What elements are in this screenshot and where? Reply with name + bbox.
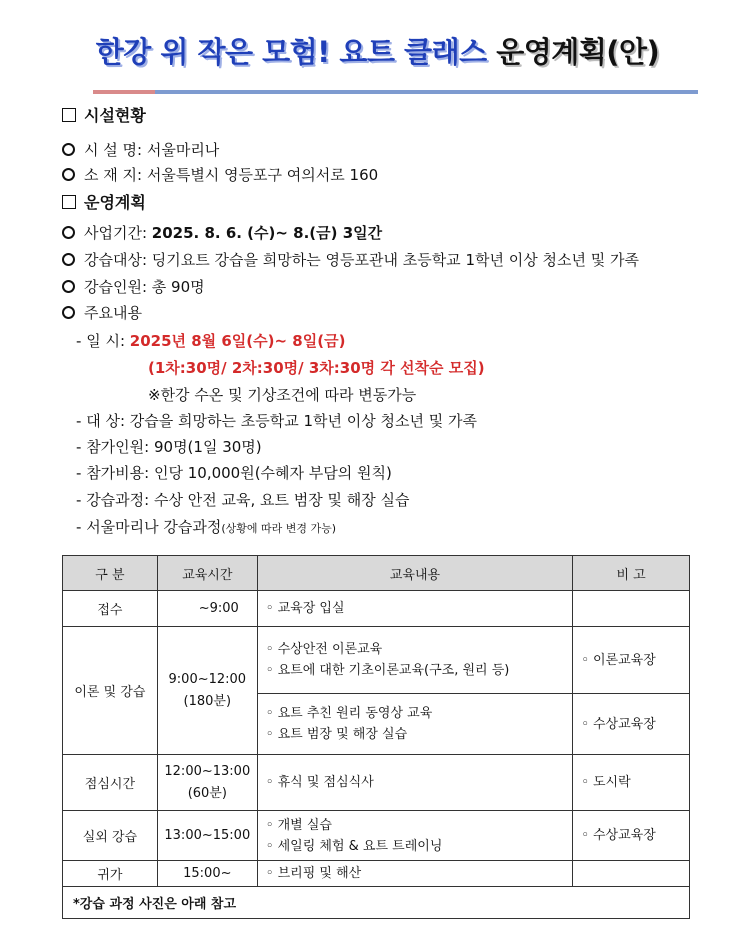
content-line: ◦ 개별 실습 [265,817,332,833]
content-line: ◦ 요트 범장 및 해장 실습 [265,727,408,742]
cell-note: ◦ 도시락 [573,755,690,811]
cell-content [257,627,572,694]
detail-target-label: 대 상 [86,412,120,430]
cell-note: ◦ 수상교육장 [573,694,690,755]
cell-time [157,755,257,811]
circle-bullet-icon [62,306,75,319]
detail-course-value: 수상 안전 교육, 요트 범장 및 해장 실습 [153,491,410,509]
detail-course-row: - 강습과정: 수상 안전 교육, 요트 범장 및 해장 실습 [76,491,410,509]
table-row [63,591,690,627]
detail-date-row: - 일 시: 2025년 8월 6일(수)~ 8일(금) [76,332,346,350]
schedule-table [62,555,690,919]
header-time: 교육시간 [157,556,257,591]
title-plan: 운영계획(안) [496,35,660,69]
content-line: ◦ 요트에 대한 기초이론교육(구조, 원리 등) [265,663,510,678]
detail-fee-value: 인당 10,000원(수혜자 부담의 원칙) [153,464,392,482]
target-label: 강습대상 [84,251,142,269]
cell-content: ◦ 교육장 입실 [257,591,572,627]
cell-category: 실외 강습 [63,811,158,861]
cell-note: ◦ 수상교육장 [573,811,690,861]
cell-note [573,861,690,887]
detail-date-label: 일 시 [86,332,120,350]
detail-marina-label: 서울마리나 강습과정 [86,518,222,536]
facility-name-label: 시 설 명 [84,141,138,159]
table-header-row [63,556,690,591]
detail-fee-row: - 참가비용: 인당 10,000원(수혜자 부담의 원칙) [76,464,392,482]
cell-category: 이론 및 강습 [63,627,158,755]
circle-bullet-icon [62,226,75,239]
detail-target-value: 강습을 희망하는 초등학교 1학년 이상 청소년 및 가족 [129,412,477,430]
table-row [63,755,690,811]
section-operation-heading: 운영계획 [62,193,146,213]
detail-target-row: - 대 상: 강습을 희망하는 초등학교 1학년 이상 청소년 및 가족 [76,412,477,430]
detail-marina-row: - 서울마리나 강습과정(상황에 따라 변경 가능) [76,518,337,536]
detail-people-label: 참가인원 [86,438,145,456]
title-underline-red [93,90,155,94]
period-value: 2025. 8. 6. (수)~ 8.(금) 3일간 [151,224,383,242]
detail-people-value: 90명(1일 30명) [153,438,262,456]
capacity-value: 총 90명 [151,278,205,296]
content-line: ◦ 요트 추친 원리 동영상 교육 [265,706,433,721]
cell-content: ◦ 브리핑 및 해산 [257,861,572,887]
circle-bullet-icon [62,280,75,293]
cell-note: ◦ 이론교육장 [573,627,690,694]
table-row [63,627,690,694]
detail-date-sub: (1차:30명/ 2차:30명/ 3차:30명 각 선착순 모집) [148,359,485,377]
cell-content [257,811,572,861]
main-content-label: 주요내용 [84,304,142,322]
cell-time-range: 12:00~13:00 [164,763,251,779]
title-underline [93,90,698,94]
header-category: 구 분 [63,556,158,591]
header-note: 비 고 [573,556,690,591]
table-row [63,861,690,887]
title-main: 한강 위 작은 모험! 요트 클래스 [95,35,487,69]
cell-time-duration: (180분) [183,693,232,709]
detail-date-note: ※한강 수온 및 기상조건에 따라 변동가능 [148,386,417,404]
cell-category: 접수 [63,591,158,627]
detail-marina-note: (상황에 따라 변경 가능) [221,522,337,535]
circle-bullet-icon [62,253,75,266]
checkbox-square-icon [62,108,76,122]
content-line: ◦ 수상안전 이론교육 [265,642,383,657]
header-content: 교육내용 [257,556,572,591]
table-footnote: *강습 과정 사진은 아래 참고 [63,887,690,919]
cell-time-range: 9:00~12:00 [168,671,247,687]
cell-time [157,627,257,755]
detail-people-row: - 참가인원: 90명(1일 30명) [76,438,262,456]
circle-bullet-icon [62,143,75,156]
cell-time: ~9:00 [157,591,257,627]
page-title [96,30,660,71]
target-value: 딩기요트 강습을 희망하는 영등포관내 초등학교 1학년 이상 청소년 및 가족 [151,251,639,269]
table-row [63,811,690,861]
cell-content [257,694,572,755]
circle-bullet-icon [62,168,75,181]
cell-category: 귀가 [63,861,158,887]
detail-fee-label: 참가비용 [86,464,145,482]
cell-content: ◦ 휴식 및 점심식사 [257,755,572,811]
facility-address-row: 소 재 지: 서울특별시 영등포구 여의서로 160 [62,165,378,185]
checkbox-square-icon [62,195,76,209]
period-label: 사업기간 [84,224,142,242]
cell-time: 13:00~15:00 [157,811,257,861]
title-area [0,30,755,71]
content-line: ◦ 세일링 체험 & 요트 트레이닝 [265,838,443,854]
target-row: 강습대상: 딩기요트 강습을 희망하는 영등포관내 초등학교 1학년 이상 청소년 및 가족 [62,250,639,270]
capacity-row: 강습인원: 총 90명 [62,277,205,297]
facility-address-value: 서울특별시 영등포구 여의서로 160 [146,166,379,184]
facility-name-value: 서울마리나 [146,141,220,159]
cell-note [573,591,690,627]
period-row: 사업기간: 2025. 8. 6. (수)~ 8.(금) 3일간 [62,223,382,243]
cell-time-duration: (60분) [187,785,227,801]
table-footnote-row [63,887,690,919]
cell-time: 15:00~ [157,861,257,887]
detail-course-label: 강습과정 [86,491,145,509]
facility-address-label: 소 재 지 [84,166,138,184]
section-facility-heading: 시설현황 [62,106,146,126]
title-underline-blue [155,90,698,94]
detail-date-value: 2025년 8월 6일(수)~ 8일(금) [129,332,346,350]
capacity-label: 강습인원 [84,278,142,296]
cell-category: 점심시간 [63,755,158,811]
facility-name-row: 시 설 명: 서울마리나 [62,140,219,160]
main-content-row [62,303,142,323]
